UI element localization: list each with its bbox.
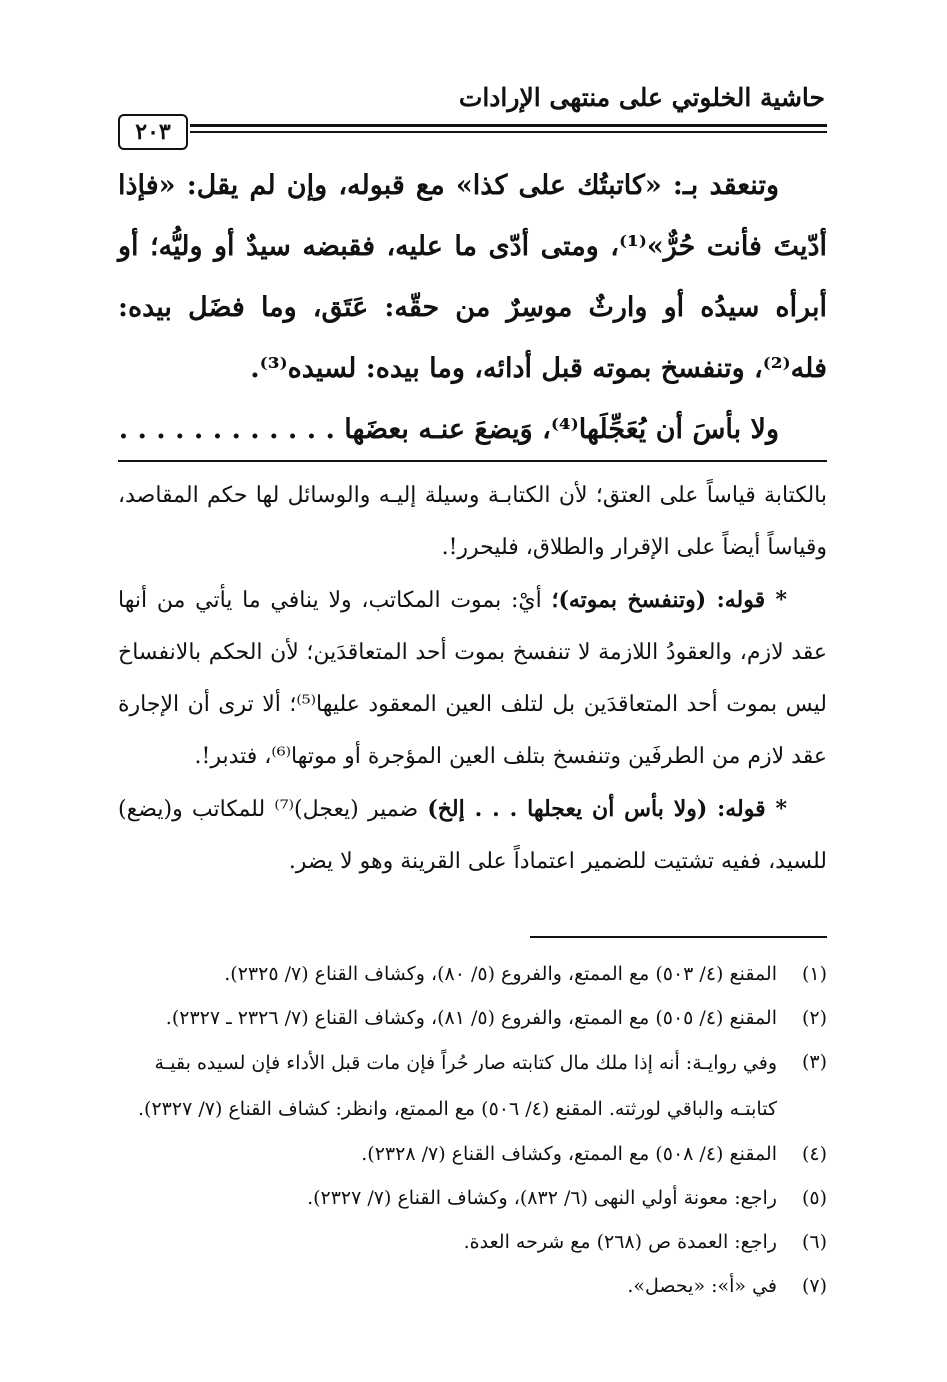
footnote: [118, 1132, 827, 1176]
footnote-text: المقنع (٤/ ٥٠٣) مع الممتع، والفروع (٥/ ٨٠)، وكشاف القناع (٧/ ٢٣٢٥).: [224, 963, 777, 985]
footnote-text: راجع: العمدة ص (٢٦٨) مع شرحه العدة.: [463, 1231, 777, 1253]
main-text: [118, 155, 827, 460]
footnote: [118, 996, 827, 1040]
footnote-text: المقنع (٤/ ٥٠٨) مع الممتع، وكشاف القناع (٧/ ٢٣٢٨).: [361, 1143, 777, 1165]
commentary-body: ضمير (يعجل)⁽⁷⁾ للمكاتب و(يضع) للسيد، ففيه تشتيت للضمير اعتماداً على القرينة وهو لا يضر.: [118, 797, 827, 874]
footnote-number: (١): [801, 963, 827, 985]
header-rule: [190, 124, 827, 127]
commentary-paragraph: [118, 574, 827, 783]
main-paragraph: وتنعقد بـ: «كاتبتُك على كذا» مع قبوله، وإن لم يقل: «فإذا أدّيتَ فأنت حُرٌّ»⁽¹⁾، ومتى أدّى ما عليه، فقبضه سيدٌ أو وليُّه؛ أو أبرأه سيدُه أو وارثٌ موسِرٌ من حقّه: عَتَق، وما فضَل بيده: فله⁽²⁾، وتنفسخ بموته قبل أدائه، وما بيده: لسيده⁽³⁾.: [118, 170, 827, 384]
footnote-text: راجع: معونة أولي النهى (٦/ ٨٣٢)، وكشاف القناع (٧/ ٢٣٢٧).: [307, 1187, 777, 1209]
commentary-lead: * قوله: (وتنفسخ بموته)؛: [551, 587, 788, 613]
footnotes: [118, 952, 827, 1308]
footnote: [118, 1040, 827, 1132]
footnote-number: (٣): [801, 1051, 827, 1073]
footnote-divider: [530, 936, 827, 938]
main-paragraph: ولا بأسَ أن يُعَجِّلَها⁽⁴⁾، وَيضعَ عنـه بعضَها . . . . . . . . . . . .: [118, 414, 779, 445]
text-divider: [118, 460, 827, 462]
footnote: [118, 1176, 827, 1220]
commentary: [118, 470, 827, 888]
footnote-number: (٤): [801, 1143, 827, 1165]
footnote: [118, 1264, 827, 1308]
commentary-paragraph: بالكتابة قياساً على العتق؛ لأن الكتابـة وسيلة إليـه والوسائل لها حكم المقاصد، وقياساً أيضاً على الإقرار والطلاق، فليحرر!.: [118, 483, 827, 560]
header-rule-thin: [190, 131, 827, 133]
running-title: حاشية الخلوتي على منتهى الإرادات: [458, 83, 825, 112]
footnote-number: (٥): [801, 1187, 827, 1209]
commentary-paragraph: [118, 783, 827, 888]
footnote: [118, 952, 827, 996]
footnote-number: (٢): [801, 1007, 827, 1029]
commentary-lead: * قوله: (ولا بأس أن يعجلها . . . إلخ): [427, 796, 787, 822]
footnote-text: وفي روايـة: أنه إذا ملك مال كتابته صار حُراً فإن مات قبل الأداء فإن لسيده بقيـة كتابتـه والباقي لورثته. المقنع (٤/ ٥٠٦) مع الممتع، وانظر: كشاف القناع (٧/ ٢٣٢٧).: [138, 1052, 777, 1120]
page-number: ٢٠٣: [118, 114, 188, 150]
footnote-text: في «أ»: «يحصل».: [627, 1275, 777, 1297]
footnote-number: (٧): [801, 1275, 827, 1297]
footnote-number: (٦): [801, 1231, 827, 1253]
footnote-text: المقنع (٤/ ٥٠٥) مع الممتع، والفروع (٥/ ٨١)، وكشاف القناع (٧/ ٢٣٢٦ ـ ٢٣٢٧).: [165, 1007, 777, 1029]
commentary-body: أيْ: بموت المكاتب، ولا ينافي ما يأتي من أنها عقد لازم، والعقودُ اللازمة لا تنفسخ بموت أحد المتعاقدَين؛ لأن الحكم بالانفساخ ليس بموت أحد المتعاقدَين بل لتلف العين المعقود عليها⁽⁵⁾؛ ألا ترى أن الإجارة عقد لازم من الطرفَين وتنفسخ بتلف العين المؤجرة أو موتها⁽⁶⁾، فتدبر!.: [118, 588, 828, 769]
footnote: [118, 1220, 827, 1264]
